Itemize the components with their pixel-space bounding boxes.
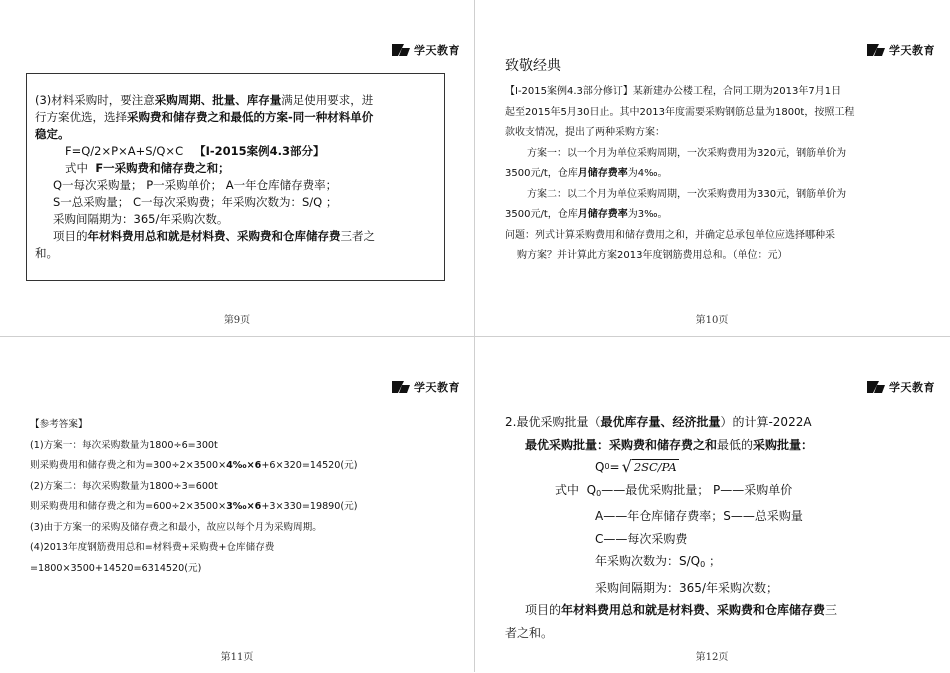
formula-line: F=Q/2×P×A+S/Q×C 【Ⅰ-2015案例4.3部分】	[65, 144, 325, 158]
brand-logo	[392, 379, 460, 395]
page-number: 第12页	[695, 652, 729, 663]
text-line: Q一每次采购量； P一采购单价； A一年仓库储存费率；	[53, 178, 338, 192]
sqrt-icon: √ 2SC/PA	[621, 457, 677, 477]
content-box	[26, 73, 445, 281]
text-line: 则采购费用和储存费之和为=300÷2×3500×4‰×6+6×320=14520(元)	[30, 460, 358, 471]
page-9	[0, 0, 474, 336]
brand-logo-text: 学天教育	[889, 44, 935, 57]
text-line: 则采购费用和储存费之和为=600÷2×3500×3‰×6+3×330=19890(元)	[30, 501, 358, 512]
brand-logo-icon	[392, 44, 410, 56]
text-line: A——年仓库储存费率；S——总采购量	[595, 509, 803, 523]
text-line: 采购间隔期为：365/年采购次数；	[595, 580, 778, 595]
page-title: 致敬经典	[505, 58, 561, 74]
page-number: 第9页	[223, 315, 251, 326]
text-line: 方案二：以二个月为单位采购周期，一次采购费用为330元，钢筋单价为	[527, 188, 847, 200]
text-line: 式中 $Q_0——$最优采购批量； P——采购单价	[555, 482, 793, 498]
brand-logo	[867, 42, 935, 58]
text-line: 采购间隔期为：365/年采购次数。	[53, 212, 229, 226]
answer-text	[30, 415, 450, 579]
brand-logo	[392, 42, 460, 58]
text-line: 式中 F一采购费和储存费之和；	[65, 161, 230, 175]
text-line: 者之和。	[505, 625, 554, 640]
brand-logo-icon	[867, 44, 885, 56]
page-10	[475, 0, 949, 336]
formula-text	[505, 411, 925, 644]
text-line: 购方案？并计算此方案2013年度钢筋费用总和。（单位：元）	[517, 250, 788, 261]
text-line: C——每次采购费	[595, 531, 688, 546]
text-line: 3500元/t，仓库月储存费率为3‰。	[505, 209, 668, 220]
text-line: =1800×3500+14520=6314520(元)	[30, 562, 202, 574]
page-11	[0, 337, 474, 673]
page-number: 第10页	[695, 315, 729, 326]
text-line: 3500元/t，仓库月储存费率为4‰。	[505, 168, 668, 179]
brand-logo-icon	[867, 381, 885, 393]
text-line: 行方案优选，选择采购费和储存费之和最低的方案-同一种材料单价	[35, 110, 374, 124]
brand-logo-text: 学天教育	[414, 44, 460, 57]
text-line: (3)材料采购时，要注意采购周期、批量、库存量满足使用要求，进	[35, 93, 374, 107]
text-line: (4)2013年度钢筋费用总和=材料费+采购费+仓库储存费	[30, 542, 275, 553]
text-line: (3)由于方案一的采购及储存费之和最小，故应以每个月为采购周期。	[30, 521, 322, 533]
brand-logo-text: 学天教育	[414, 381, 460, 394]
page-12	[475, 337, 949, 673]
text-line: 和。	[35, 246, 58, 260]
text-line: 稳定。	[35, 127, 70, 141]
text-line: 项目的年材料费用总和就是材料费、采购费和仓库储存费三	[525, 603, 838, 617]
text-line: 【Ⅰ-2015案例4.3部分修订】某新建办公楼工程，合同工期为2013年7月1日	[505, 86, 842, 97]
page-number: 第11页	[220, 652, 254, 663]
text-line: 年采购次数为：$S/Q_0$ ；	[595, 554, 722, 569]
text-line: 最优采购批量：采购费和储存费之和最低的采购批量：	[525, 437, 814, 452]
text-line: 起至2015年5月30日止。其中2013年度需要采购钢筋总量为1800t，按照工程	[505, 106, 855, 118]
text-line: 问题：列式计算采购费用和储存费用之和，并确定总承包单位应选择哪种采	[505, 229, 835, 241]
text-line: 2.最优采购批量（最优库存量、经济批量）的计算-2022A	[505, 415, 812, 429]
brand-logo-icon	[392, 381, 410, 393]
text-line: (2)方案二：每次采购数量为1800÷3=600t	[30, 480, 218, 492]
eoq-formula: Q 0 = √ 2SC/PA	[595, 457, 677, 477]
text-line: S一总采购量； C一每次采购费；年采购次数为：S/Q ；	[53, 195, 338, 209]
section-heading: 【参考答案】	[30, 419, 88, 430]
brand-logo-text: 学天教育	[889, 381, 935, 394]
text-line: (1)方案一：每次采购数量为1800÷6=300t	[30, 439, 218, 451]
text-line: 方案一：以一个月为单位采购周期，一次采购费用为320元，钢筋单价为	[527, 147, 847, 159]
case-text	[505, 82, 905, 267]
text-line: 项目的年材料费用总和就是材料费、采购费和仓库储存费三者之	[53, 229, 375, 243]
brand-logo	[867, 379, 935, 395]
text-line: 款收支情况，提出了两种采购方案：	[505, 127, 665, 138]
